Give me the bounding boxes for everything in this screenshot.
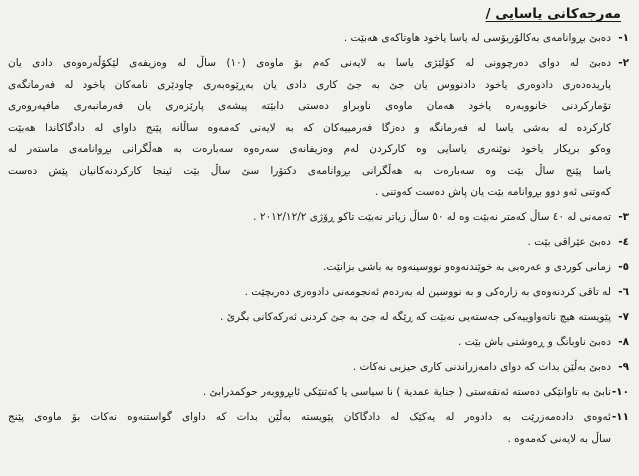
requirement-text <box>8 307 611 329</box>
requirement-number: ٢- <box>618 57 629 69</box>
requirement-item <box>8 282 629 304</box>
requirement-text <box>8 53 611 204</box>
requirement-item <box>8 407 629 450</box>
requirement-item <box>8 382 629 404</box>
requirement-text <box>8 382 611 404</box>
requirement-number: ١- <box>618 32 629 44</box>
requirement-line: کەوتنی ئەو دوو بڕوانامە بێت یان پاش دەست کەوتنی . <box>374 186 611 198</box>
requirement-line: دەبێ لە دوای دەرچوونی لە کۆلێژی یاسا بە لایەنی کەم بۆ ماوەی (١٠) ساڵ لە وەزیفەی لێکۆڵەرەوەی دادی یان <box>8 57 611 69</box>
requirement-text <box>8 332 611 354</box>
requirements-list <box>8 28 629 450</box>
requirement-item <box>8 257 629 279</box>
requirement-line: دەبێ ناوبانگ و ڕەوشتی باش بێت . <box>458 336 611 348</box>
requirement-number: ٧- <box>618 311 629 323</box>
requirement-item <box>8 232 629 254</box>
requirement-line: ئەوەی دادەمەزرێت بە دادوەر لە یەکێک لە دادگاکان پێویستە بەڵێن بدات کە داوای گواستنەوە نەکات بۆ ماوەی پێنج <box>8 411 611 423</box>
requirement-line: تۆمارکردنی خانووبەرە یاخود هەمان ماوەی ناوبراو دەستی دابێتە پیشەی پارێزەری یان فەرمانبەری مافپەروەری <box>8 100 611 112</box>
requirement-number: ٨- <box>618 336 629 348</box>
requirement-line: کارکردە لە بەشی یاسا لە فەرمانگە و دەزگا فەرمییەکان کە بە لایەنی کەمەوە ساڵانە پێنج داوای لە دادگاکاندا هەبێت <box>8 121 611 134</box>
requirement-item <box>8 332 629 354</box>
requirement-line: دەبێ بڕوانامەی بەکالۆریۆسی لە یاسا یاخود هاوتاکەی هەبێت . <box>343 32 611 44</box>
requirement-text <box>8 357 611 379</box>
requirement-text <box>8 207 611 229</box>
requirement-line: یاریدەدەری دادوەری یاخود دادنووس یان جێ بە جێ کاری دادی یان بەڕێوەبەری چاودێری نامەکان یاخود لە فەرمانگەی <box>8 78 611 91</box>
requirement-text <box>8 257 611 279</box>
requirement-number: ١٠- <box>611 386 629 398</box>
requirement-number: ١١- <box>611 411 629 423</box>
requirement-line: پێویستە هیچ ناتەواوییەکی جەستەیی نەبێت کە ڕێگە لە جێ بە جێ کردنی ئەرکەکانی بگرێ . <box>220 311 611 323</box>
requirement-line: ساڵ بە لایەنی کەمەوە . <box>507 432 611 445</box>
requirement-line: دەبێ عێراقی بێت . <box>527 236 611 248</box>
requirement-number: ٩- <box>618 361 629 373</box>
requirement-text <box>8 232 611 254</box>
requirement-line: وەکو بریکار یاخود نوێنەری یاسایی وە کارکردن لەم وەزیفانەی سەرەوە سەبارەت بە هەڵگرانی بڕوانامەی ماستەر لە <box>8 143 611 155</box>
requirement-line: نابێ بە تاوانێکی دەستە ئەنقەستی ( جنایة عمدیة ) نا سیاسی یا کەتنێکی ئابڕووبەر حوکمدرابێ . <box>202 386 611 398</box>
requirement-number: ٤- <box>618 236 629 248</box>
requirement-item <box>8 307 629 329</box>
requirement-item <box>8 207 629 229</box>
requirement-number: ٦- <box>618 286 629 298</box>
requirement-line: تەمەنی لە ٤٠ ساڵ کەمتر نەبێت وە لە ٥٠ ساڵ زیاتر نەبێت تاکو ڕۆژی ٢٠١٢/١٢/٢ . <box>253 211 611 223</box>
requirement-line: یاسا پێنج ساڵ بێت وە سەبارەت بە هەڵگرانی بڕوانامەی دکتۆرا سێ ساڵ بێت ئینجا کارکردنەکانیان پێش دەست <box>8 164 611 177</box>
document-title: مەرجەکانی یاسایی / <box>485 6 621 22</box>
requirement-line: لە تاقی کردنەوەی بە زارەکی و بە نووسین لە بەردەم ئەنجومەنی دادوەری دەربچێت . <box>244 286 611 298</box>
requirement-item <box>8 53 629 204</box>
requirement-item <box>8 357 629 379</box>
requirement-text <box>8 28 611 50</box>
requirement-number: ٣- <box>618 211 629 223</box>
requirement-line: دەبێ بەڵێن بدات کە دوای دامەزراندنی کاری حیزبی نەکات . <box>352 361 611 373</box>
requirement-text <box>8 407 611 450</box>
requirement-line: زمانی کوردی و عەرەبی بە خوێندنەوەو نووسینەوە بە باشی بزانێت. <box>323 261 611 273</box>
requirement-text <box>8 282 611 304</box>
requirement-number: ٥- <box>618 261 629 273</box>
requirement-item <box>8 28 629 50</box>
